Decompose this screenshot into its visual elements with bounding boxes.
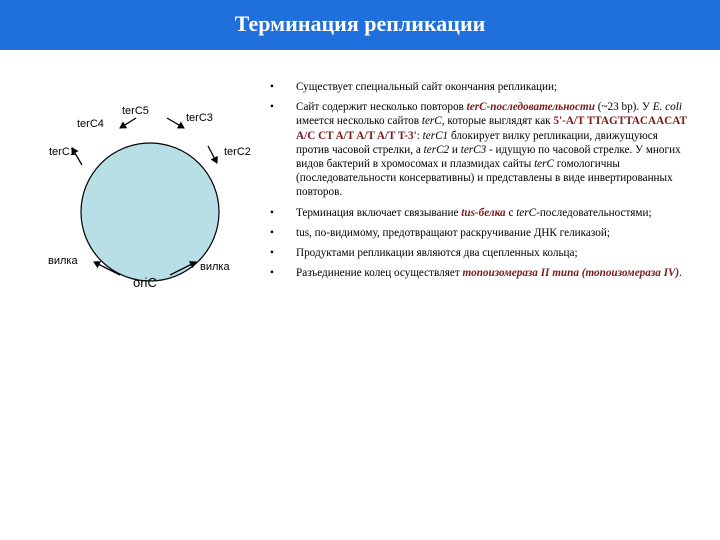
fork-right-label: вилка [200,261,230,273]
bullet-marker: • [270,247,274,260]
fork-left-label: вилка [48,255,78,267]
list-item: • Сайт содержит несколько повторов terC-последовательности (~23 bp). У E. coli имеется несколько сайтов terC, которые выглядят как 5'-A/T TTAGTTACAACAT A/C CT A/T A/T A/T T-3': terC1 блокирует вилку репликации, движущуюся против часовой стрелки, а terC2 и terC3 - идущую по часовой стрелке. У многих видов бактерий в хромосомах и плазмидах сайты terC гомологичны (последовательности консервативны) и представлены в виде инвертированных повторов. [270,101,687,199]
page-title: Терминация репликации [234,11,486,36]
list-item: • Существует специальный сайт окончания репликации; [270,81,558,93]
chromosome-circle [81,143,219,281]
replication-termination-diagram [0,50,260,310]
terc5-arrow [120,118,136,128]
bullet-marker: • [270,226,274,239]
terc2-label: terC2 [224,146,251,158]
title-banner [0,0,720,50]
terc5-label: terC5 [122,105,149,117]
list-item: • Продуктами репликации являются два сцепленных кольца; [270,247,578,260]
terc3-arrow [167,118,184,128]
bullet-marker: • [270,101,274,114]
list-item: • tus, по-видимому, предотвращают раскручивание ДНК геликазой; [270,226,610,239]
bullet-marker: • [270,206,274,219]
bullet-list [270,80,690,286]
oric-label: oriC [133,275,157,290]
terc3-label: terC3 [186,112,213,124]
terc4-label: terC4 [77,118,104,130]
list-item: • Разъединение колец осуществляет топоизомераза II типа (топоизомераза IV). [270,267,682,280]
bullet-marker: • [270,267,274,280]
terc2-arrow [208,146,217,163]
bullet-marker: • [270,81,274,93]
terc1-label: terC1 [49,146,76,158]
list-item: • Терминация включает связывание tus-белка с terC-последовательностями; [270,206,652,219]
